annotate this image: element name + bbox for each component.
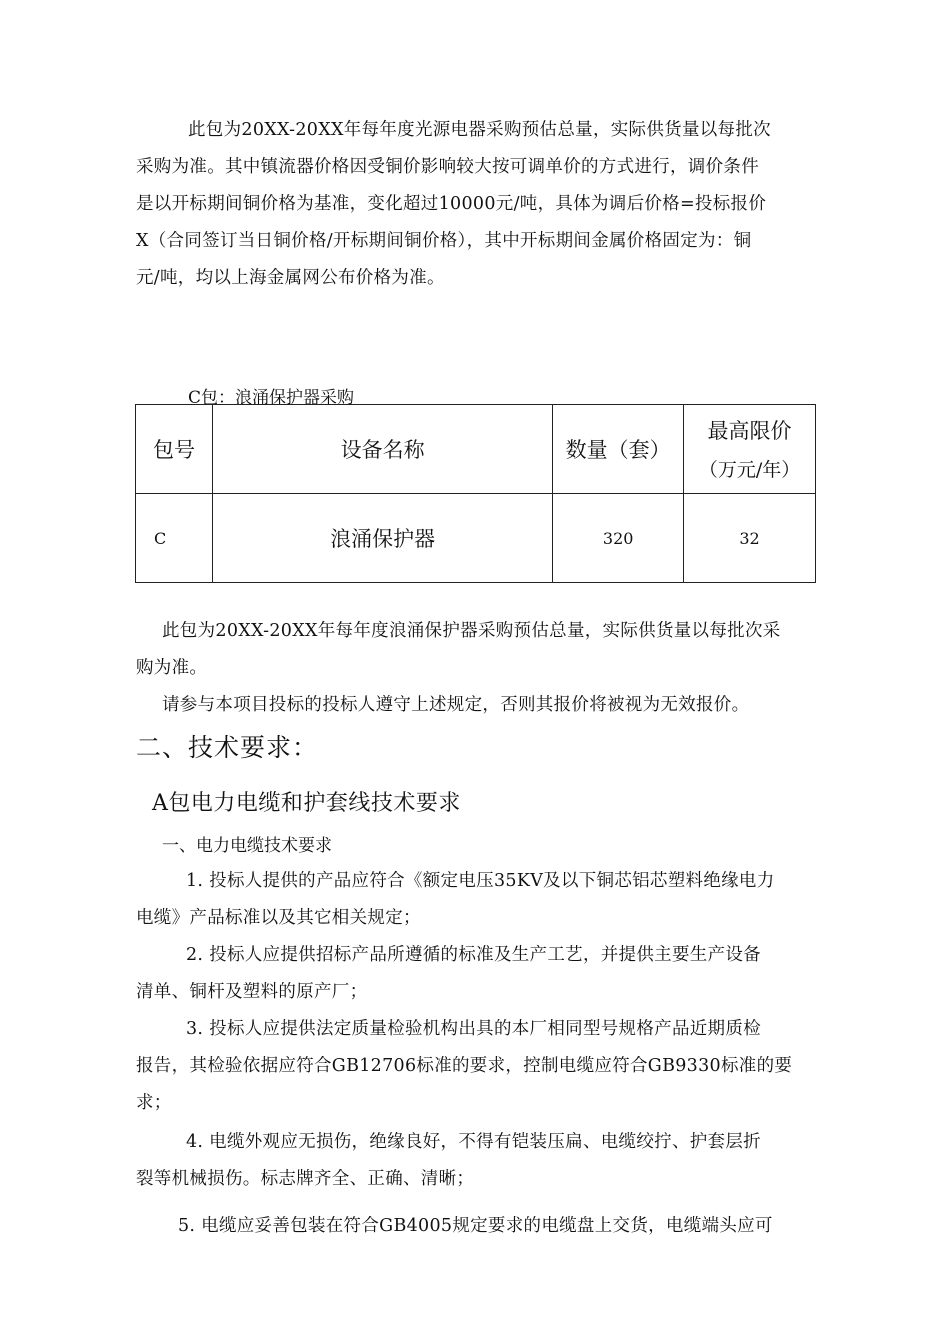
cell-quantity: 320 bbox=[553, 494, 684, 583]
list-item bbox=[136, 1124, 816, 1198]
header-max-price bbox=[684, 405, 816, 494]
paragraph-notice bbox=[136, 687, 816, 724]
text-line: 采购为准。其中镇流器价格因受铜价影响较大按可调单价的方式进行，调价条件 bbox=[136, 157, 759, 177]
cell-price: 32 bbox=[684, 494, 816, 583]
text-line: 4. 电缆外观应无损伤，绝缘良好，不得有铠装压扁、电缆绞拧、护套层折 bbox=[186, 1132, 761, 1152]
table-row bbox=[136, 494, 816, 583]
cell-package-no: C bbox=[136, 494, 213, 583]
list-item bbox=[136, 1208, 816, 1245]
table-header-row bbox=[136, 405, 816, 494]
text-line: 3. 投标人应提供法定质量检验机构出具的本厂相同型号规格产品近期质检 bbox=[186, 1019, 761, 1039]
text-line: 2. 投标人应提供招标产品所遵循的标准及生产工艺，并提供主要生产设备 bbox=[186, 945, 761, 965]
subsubsection-title: 一、电力电缆技术要求 bbox=[162, 836, 332, 856]
subsection-title: A包电力电缆和护套线技术要求 bbox=[152, 791, 461, 816]
table-caption: C包：浪涌保护器采购 bbox=[188, 388, 355, 408]
text-line: 5. 电缆应妥善包装在符合GB4005规定要求的电缆盘上交货，电缆端头应可 bbox=[178, 1216, 773, 1236]
package-c-table bbox=[135, 404, 816, 583]
cell-equipment-name: 浪涌保护器 bbox=[212, 494, 552, 583]
text-line: 清单、铜杆及塑料的原产厂； bbox=[136, 982, 368, 1002]
list-item bbox=[136, 1011, 816, 1122]
header-package-no: 包号 bbox=[136, 405, 213, 494]
header-max-price-unit: （万元/年） bbox=[698, 459, 801, 481]
header-max-price-label: 最高限价 bbox=[707, 419, 792, 443]
header-equipment-name: 设备名称 bbox=[212, 405, 552, 494]
text-line: 元/吨，均以上海金属网公布价格为准。 bbox=[136, 268, 445, 288]
text-line: 此包为20XX-20XX年每年度光源电器采购预估总量，实际供货量以每批次 bbox=[188, 120, 771, 140]
paragraph-surge-protector bbox=[136, 613, 816, 687]
text-line: 购为准。 bbox=[136, 658, 208, 678]
text-line: 电缆》产品标准以及其它相关规定； bbox=[136, 908, 421, 928]
paragraph-price-adjustment bbox=[136, 112, 816, 297]
section-title: 二、技术要求： bbox=[136, 733, 319, 762]
text-line: 报告，其检验依据应符合GB12706标准的要求，控制电缆应符合GB9330标准的要 bbox=[136, 1056, 793, 1076]
text-line: 是以开标期间铜价格为基准，变化超过10000元/吨，具体为调后价格=投标报价 bbox=[136, 194, 767, 214]
text-line: 此包为20XX-20XX年每年度浪涌保护器采购预估总量，实际供货量以每批次采 bbox=[162, 621, 781, 641]
text-line: 请参与本项目投标的投标人遵守上述规定，否则其报价将被视为无效报价。 bbox=[162, 695, 750, 715]
text-line: X（合同签订当日铜价格/开标期间铜价格），其中开标期间金属价格固定为：铜 bbox=[136, 231, 752, 251]
header-quantity: 数量（套） bbox=[553, 405, 684, 494]
list-item bbox=[136, 863, 816, 937]
text-line: 裂等机械损伤。标志牌齐全、正确、清晰； bbox=[136, 1169, 475, 1189]
list-item bbox=[136, 937, 816, 1011]
text-line: 求； bbox=[136, 1093, 172, 1113]
text-line: 1. 投标人提供的产品应符合《额定电压35KV及以下铜芯铝芯塑料绝缘电力 bbox=[186, 871, 775, 891]
